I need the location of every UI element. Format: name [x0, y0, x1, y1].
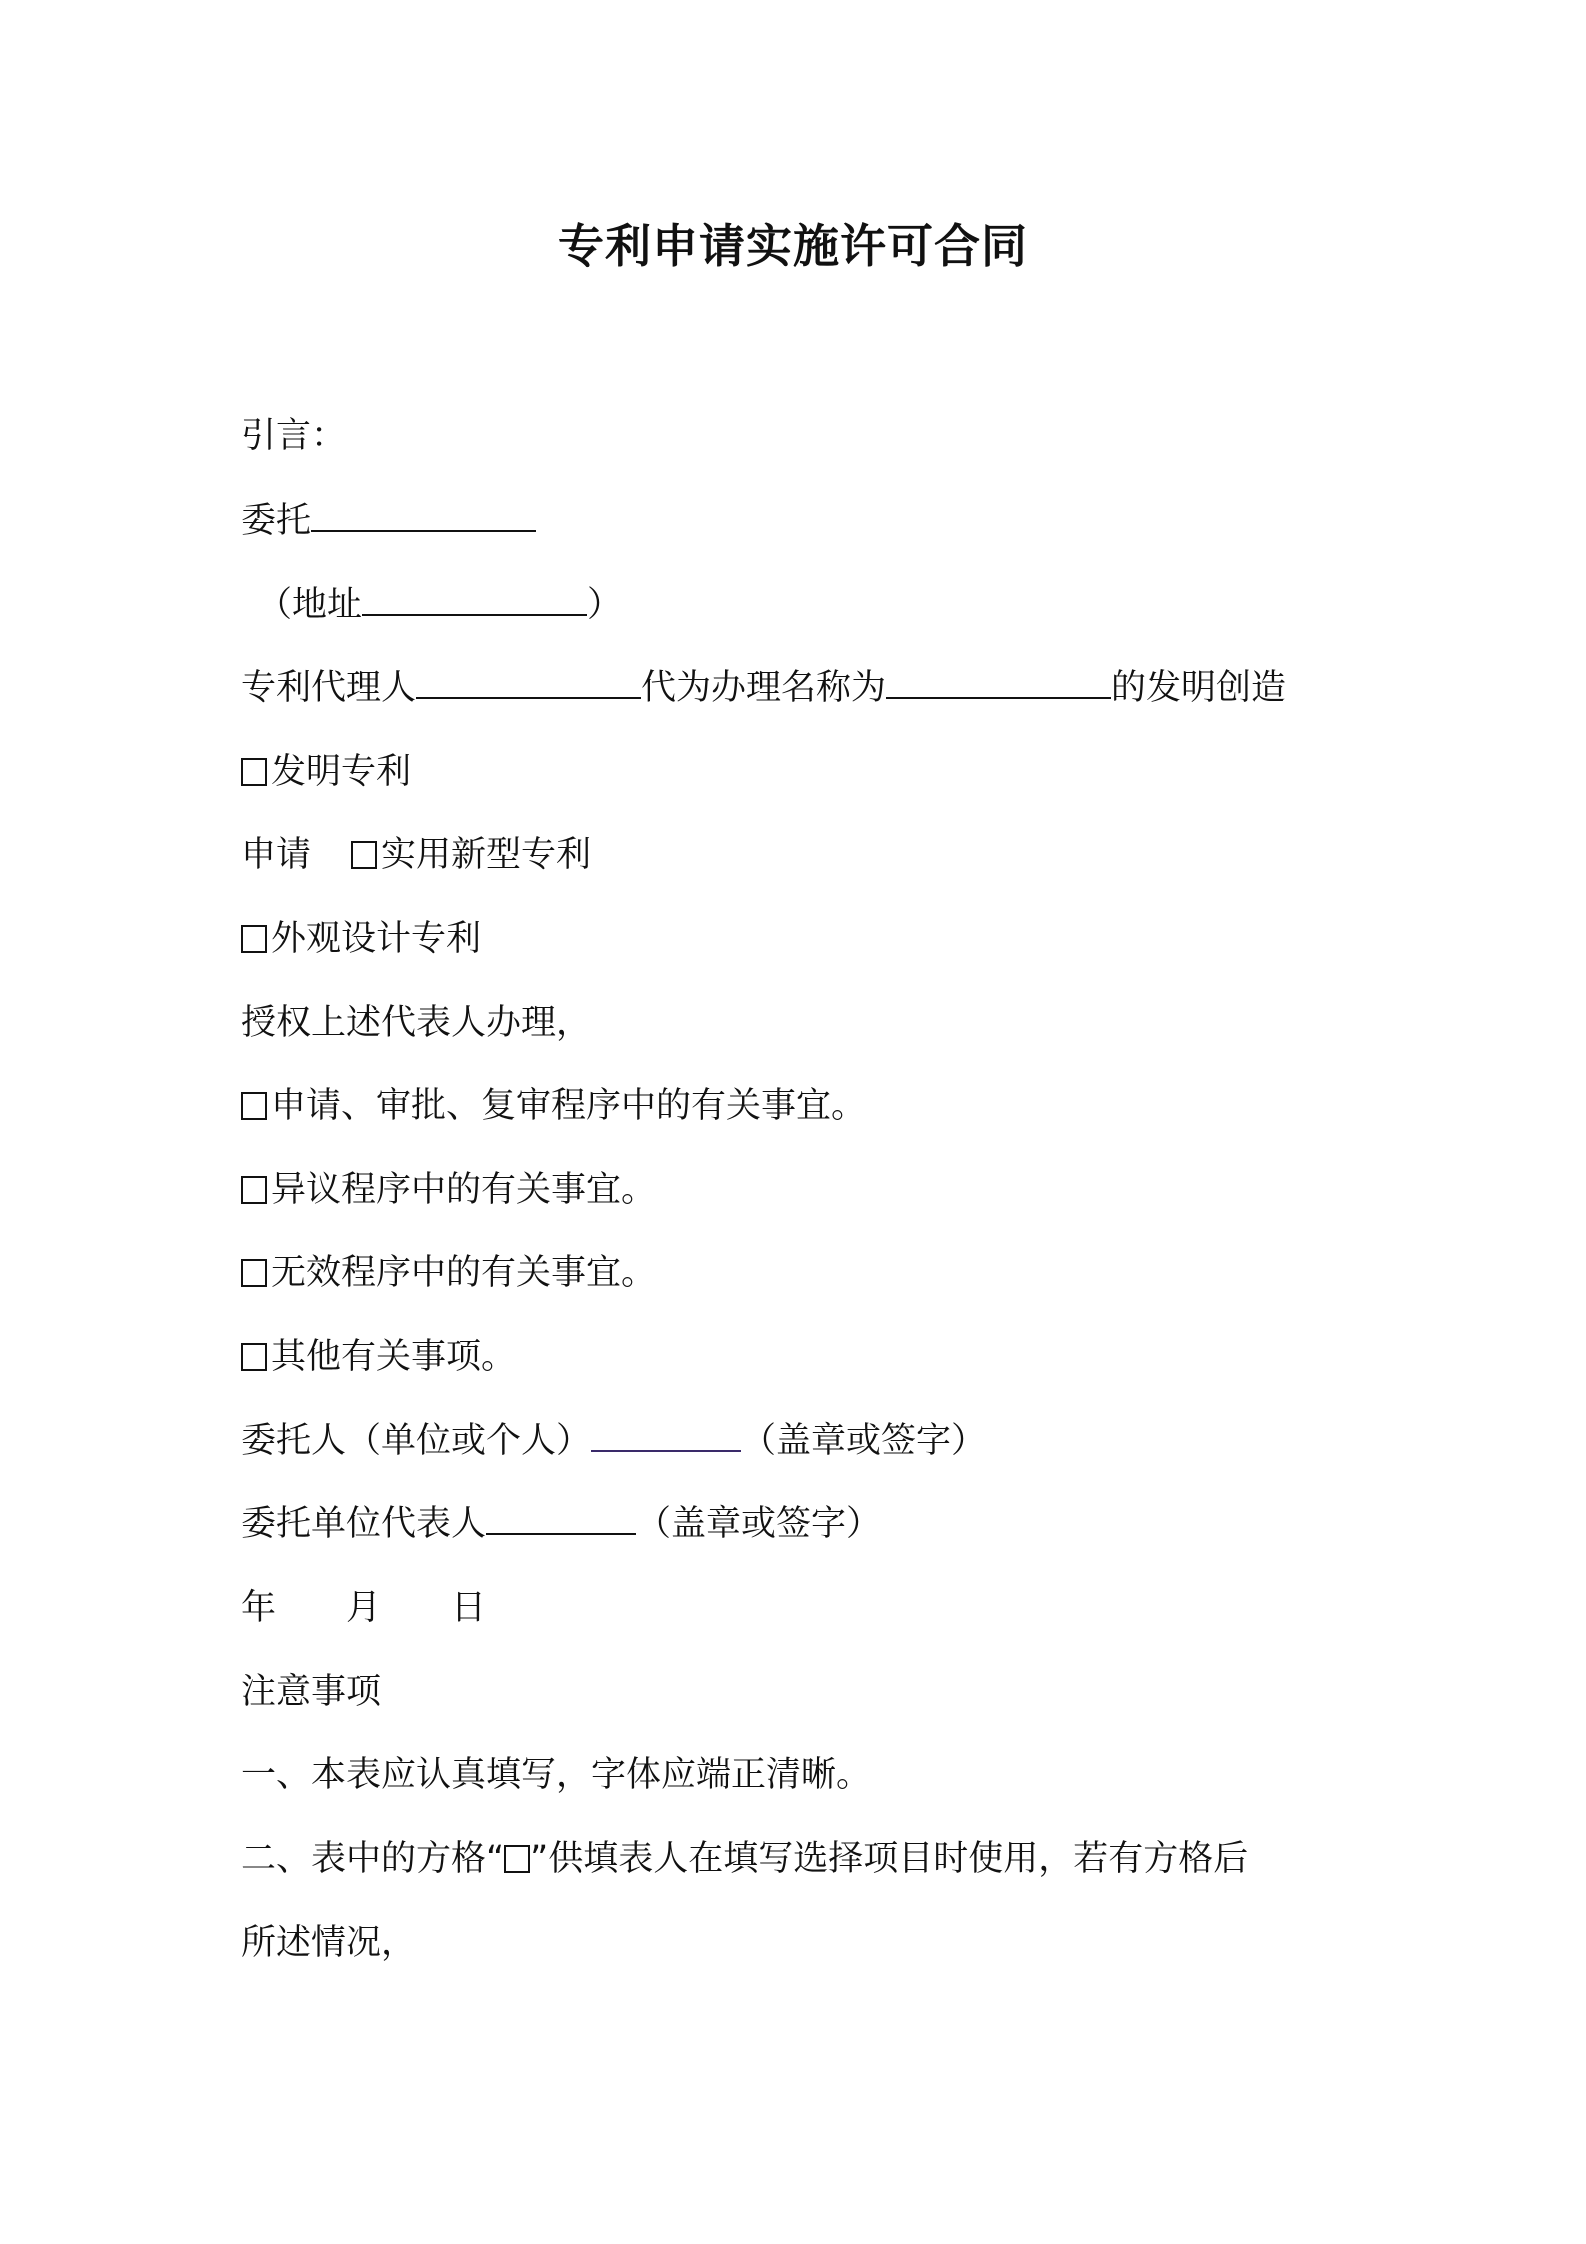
- note-2: [241, 1836, 1248, 1882]
- authorize-text: 授权上述代表人办理，: [241, 1003, 592, 1043]
- note-2-continued: 所述情况，: [241, 1923, 417, 1963]
- matter-4: [241, 1334, 516, 1380]
- principal-label: 委托人（单位或个人）: [241, 1421, 592, 1461]
- address-close: ）: [587, 585, 623, 625]
- address-blank[interactable]: [362, 584, 587, 616]
- matter-1-label: 申请、审批、复审程序中的有关事宜。: [271, 1086, 867, 1126]
- option-design: [241, 916, 481, 962]
- address-label: （地址: [257, 585, 363, 625]
- matter-2-label: 异议程序中的有关事宜。: [271, 1170, 657, 1210]
- apply-label: 申请: [241, 835, 312, 875]
- rep-label: 委托单位代表人: [241, 1504, 487, 1544]
- utility-label: 实用新型专利: [381, 835, 592, 875]
- notes-title: 注意事项: [241, 1672, 382, 1712]
- utility-checkbox[interactable]: [351, 841, 377, 869]
- matter-2: [241, 1167, 656, 1213]
- invention-label: 发明专利: [271, 752, 412, 792]
- principal-blank[interactable]: [591, 1420, 741, 1452]
- principal-line: [241, 1418, 986, 1464]
- invention-name-blank[interactable]: [886, 667, 1111, 699]
- address-line: [257, 582, 622, 628]
- rep-sign: （盖章或签字）: [636, 1504, 882, 1544]
- note-2-part2: ”供填表人在填写选择项目时使用，若有方格后: [530, 1839, 1249, 1879]
- intro-label: 引言：: [241, 416, 347, 456]
- note-2-part1: 二、表中的方格“: [241, 1839, 505, 1879]
- matter-3-label: 无效程序中的有关事宜。: [271, 1253, 657, 1293]
- matter-1: [241, 1083, 866, 1129]
- note-1: 一、本表应认真填写，字体应端正清晰。: [241, 1755, 872, 1795]
- design-checkbox[interactable]: [241, 925, 267, 953]
- entrust-label: 委托: [241, 501, 312, 541]
- date-day: 日: [451, 1588, 487, 1628]
- entrust-line: [241, 498, 536, 544]
- invention-checkbox[interactable]: [241, 758, 267, 786]
- principal-sign: （盖章或签字）: [741, 1421, 987, 1461]
- representative-line: [241, 1501, 881, 1547]
- date-month: 月: [346, 1588, 382, 1628]
- document-title: 专利申请实施许可合同: [558, 219, 1028, 273]
- entrust-blank[interactable]: [311, 500, 536, 532]
- matter-3-checkbox[interactable]: [241, 1259, 267, 1287]
- date-line: [241, 1585, 486, 1631]
- agent-line: [241, 665, 1286, 711]
- design-label: 外观设计专利: [271, 919, 482, 959]
- date-year: 年: [241, 1588, 277, 1628]
- rep-blank[interactable]: [486, 1503, 636, 1535]
- agent-prefix: 专利代理人: [241, 668, 417, 708]
- matter-2-checkbox[interactable]: [241, 1176, 267, 1204]
- matter-3: [241, 1250, 656, 1296]
- option-utility: [241, 832, 591, 878]
- agent-middle: 代为办理名称为: [641, 668, 887, 708]
- matter-4-checkbox[interactable]: [241, 1343, 267, 1371]
- agent-suffix: 的发明创造: [1111, 668, 1287, 708]
- option-invention: [241, 749, 411, 795]
- matter-1-checkbox[interactable]: [241, 1092, 267, 1120]
- matter-4-label: 其他有关事项。: [271, 1337, 517, 1377]
- note-2-box-glyph: [504, 1845, 530, 1873]
- agent-name-blank[interactable]: [416, 667, 641, 699]
